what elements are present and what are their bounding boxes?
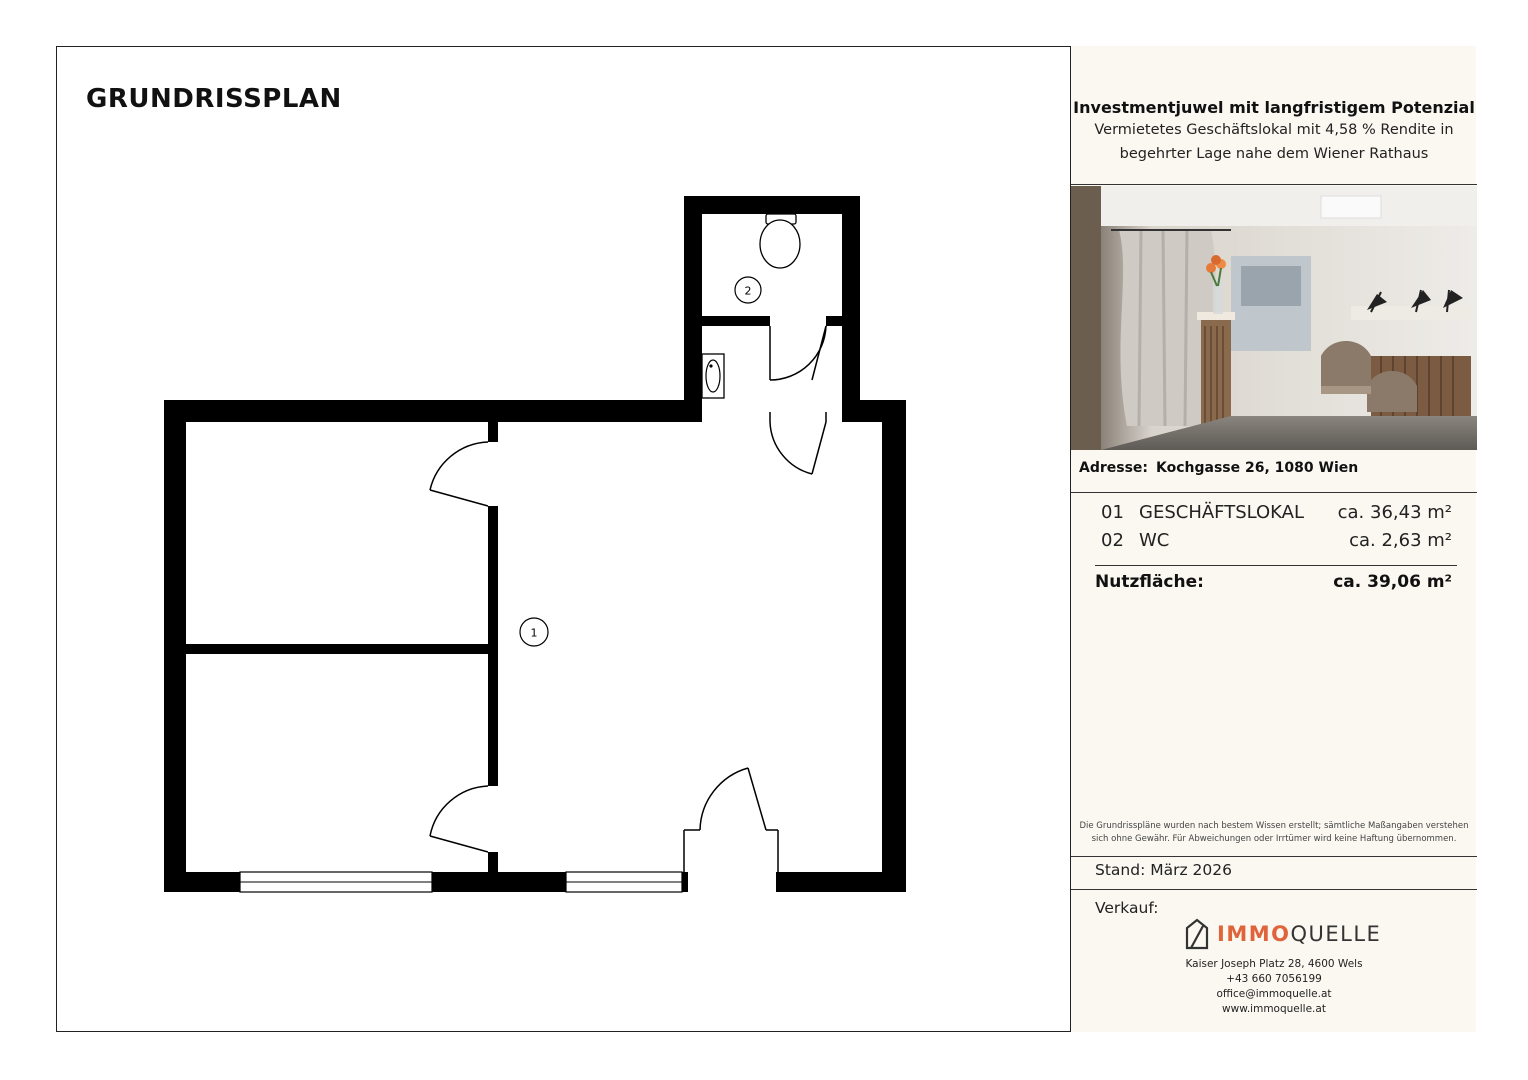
wc-wall-left [684,196,702,422]
sales-email[interactable]: office@immoquelle.at [1216,988,1332,1000]
sales-label: Verkauf: [1095,899,1159,917]
toilet-icon [760,214,800,268]
plan-title: GRUNDRISSPLAN [86,84,342,114]
door-swing-icon [430,786,488,852]
total-area-value: ca. 39,06 m² [1333,572,1452,592]
wc-partition-left [702,316,770,326]
sink-icon [702,354,724,398]
property-photo [1071,186,1477,450]
wall-bottom-2 [432,872,566,892]
wc-wall-right [842,196,860,422]
total-area-label: Nutzfläche: [1095,572,1204,592]
address [1079,460,1366,476]
listing-title: Investmentjuwel mit langfristigem Potenzial [1073,98,1475,117]
listing-subtitle-line-1: Vermietetes Geschäftslokal mit 4,58 % Rendite in [1094,122,1454,138]
room-area: ca. 2,63 m² [1349,530,1452,551]
brand-rest: QUELLE [1290,922,1382,946]
sales-phone: +43 660 7056199 [1226,973,1322,985]
door-swing-icon [430,442,488,506]
disclaimer-line-2: sich ohne Gewähr. Für Abweichungen oder Irrtümer wird keine Haftung übernommen. [1091,834,1457,844]
room-marker-1: 1 [530,626,538,640]
info-sidebar [1070,46,1476,1032]
wall-bottom-1 [164,872,240,892]
partition-horizontal [186,644,488,654]
listing-subtitle-line-2: begehrter Lage nahe dem Wiener Rathaus [1119,146,1429,162]
wall-bottom-3 [682,872,688,892]
address-label: Adresse: [1079,460,1149,476]
divider [1071,492,1477,493]
wc-wall-top [684,196,860,214]
wall-left [164,400,186,892]
room-name: WC [1139,530,1170,551]
disclaimer-line-1: Die Grundrisspläne wurden nach bestem Wissen erstellt; sämtliche Maßangaben verstehen [1079,821,1469,831]
brand-accent: IMMO [1217,922,1291,946]
wall-right [882,400,906,892]
room-area: ca. 36,43 m² [1337,502,1452,523]
wall-top-left [164,400,702,422]
room-marker-2: 2 [744,284,752,298]
disclaimer [1077,820,1471,846]
entrance-door-icon [700,768,766,830]
divider [1071,856,1477,857]
door-swing-icon [770,412,826,474]
room-name: GESCHÄFTSLOKAL [1139,502,1305,523]
divider [1071,889,1477,890]
table-divider [1095,565,1457,566]
divider [1071,184,1477,185]
room-number: 02 [1101,530,1124,551]
room-number: 01 [1101,502,1124,523]
door-swing-icon [770,326,826,380]
brand-name [1217,922,1381,946]
wall-bottom-4 [776,872,906,892]
address-value: Kochgasse 26, 1080 Wien [1156,460,1359,476]
wc-partition-right [826,316,842,326]
sales-website[interactable]: www.immoquelle.at [1222,1003,1326,1015]
sales-address: Kaiser Joseph Platz 28, 4600 Wels [1185,958,1363,970]
stand-date: Stand: März 2026 [1095,861,1232,879]
listing-subtitle [1071,118,1477,166]
